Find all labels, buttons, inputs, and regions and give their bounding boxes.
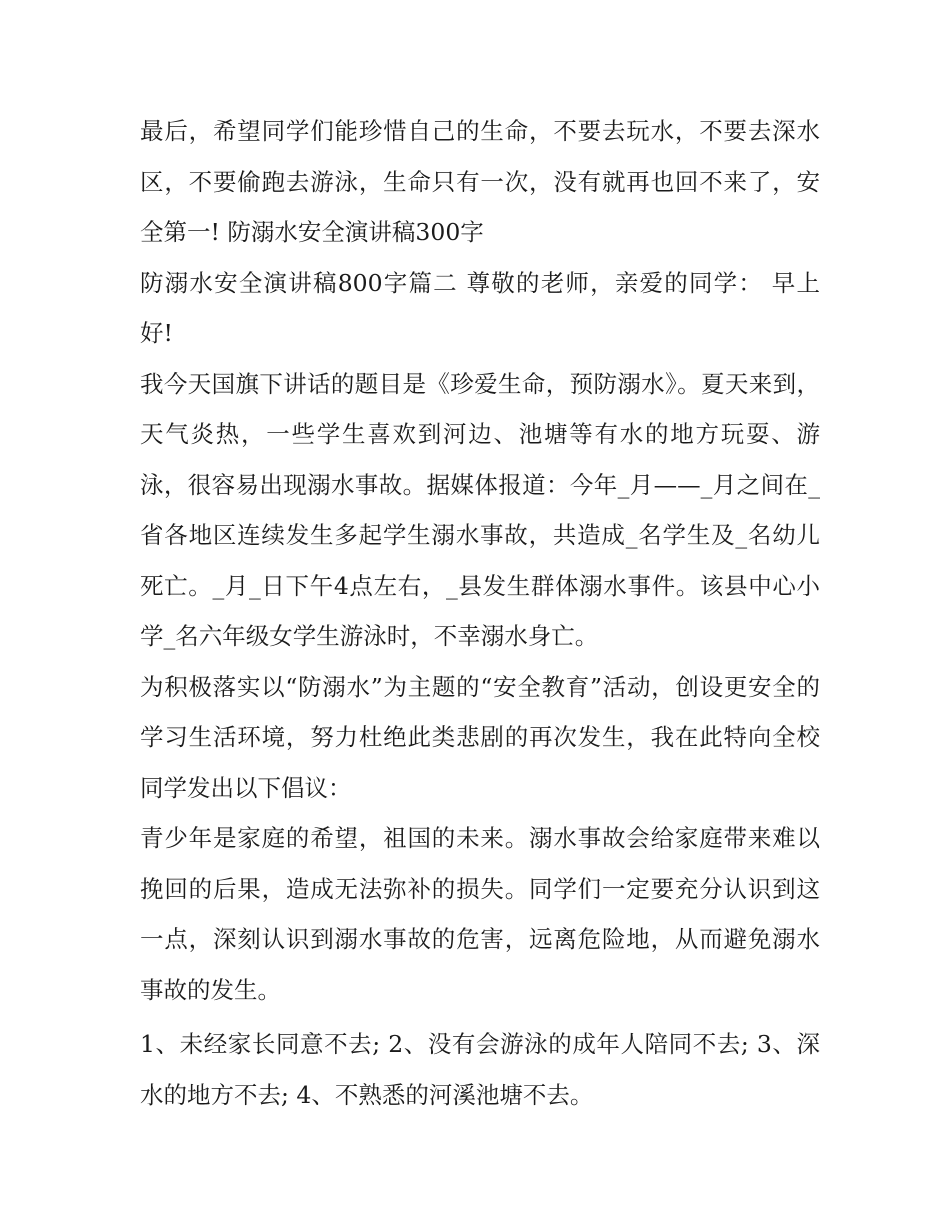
paragraph-closing-wish: 最后，希望同学们能珍惜自己的生命，不要去玩水，不要去深水区，不要偷跑去游泳，生命只有一次，没有就再也回不来了，安全第一! 防溺水安全演讲稿300字 — [140, 117, 820, 246]
paragraph-safety-rules: 1、未经家长同意不去; 2、没有会游泳的成年人陪同不去; 3、深水的地方不去; 4、不熟悉的河溪池塘不去。 — [140, 1030, 820, 1109]
paragraph-initiative: 为积极落实以“防溺水”为主题的“安全教育”活动，创设更安全的学习生活环境，努力杜绝此类悲剧的再次发生，我在此特向全校同学发出以下倡议： — [140, 672, 820, 802]
paragraph-speech-topic: 我今天国旗下讲话的题目是《珍爱生命，预防溺水》。夏天来到，天气炎热，一些学生喜欢到河边、池塘等有水的地方玩耍、游泳，很容易出现溺水事故。据媒体报道：今年_月——_月之间在_省各地区连续发生多起学生溺水事故，共造成_名学生及_名幼儿死亡。_月_日下午4点左右，_县发生群体溺水事件。该县中心小学_名六年级女学生游泳时，不幸溺水身亡。 — [140, 369, 820, 650]
document-body — [140, 106, 820, 1120]
paragraph-speech-heading: 防溺水安全演讲稿800字篇二 尊敬的老师，亲爱的同学： 早上好! — [140, 268, 820, 347]
paragraph-youth-hope: 青少年是家庭的希望，祖国的未来。溺水事故会给家庭带来难以挽回的后果，造成无法弥补的损失。同学们一定要充分认识到这一点，深刻认识到溺水事故的危害，远离危险地，从而避免溺水事故的发生。 — [140, 824, 820, 1004]
